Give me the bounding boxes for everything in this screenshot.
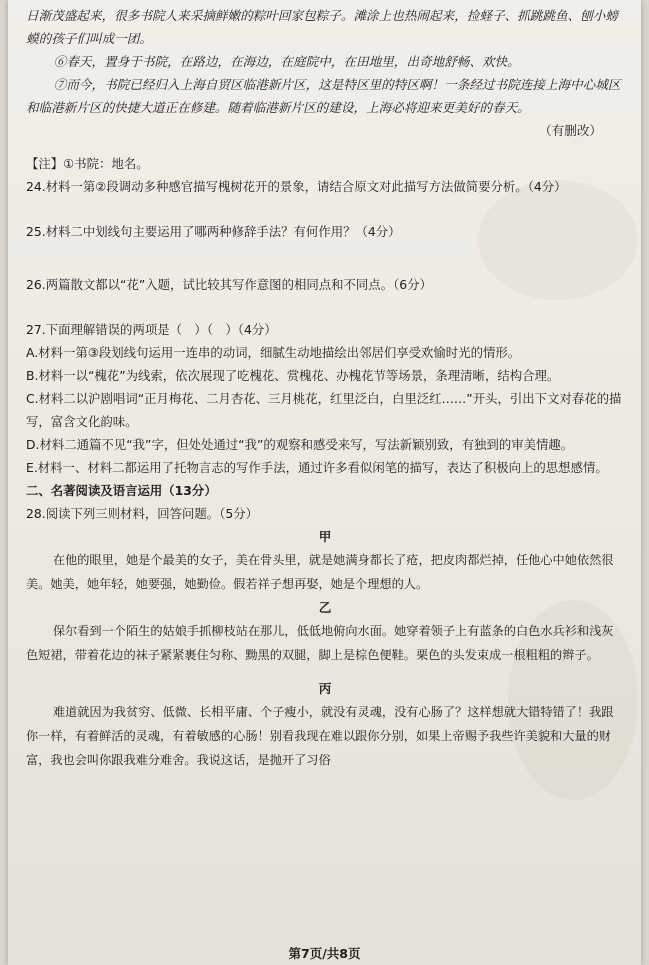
page-number: 第7页/共8页 [288,946,361,961]
passage-paragraph-6: ⑥春天，置身于书院，在路边，在海边，在庭院中，在田地里，出奇地舒畅、欢快。 [53,54,520,69]
option-d: D.材料二通篇不见“我”字，但处处通过“我”的观察和感受来写，写法新颖别致，有独到的审美情趣。 [26,437,574,452]
material-bing-text: 难道就因为我贫穷、低微、长相平庸、个子瘦小，就没有灵魂，没有心肠了？这样想就大错特错了！我跟你一样，有着鲜活的灵魂，有着敏感的心肠！别看我现在难以跟你分别，如果上帝赐予我些许美貌和大量的财富，我也会叫你跟我难分难舍。我说这话，是抛开了习俗 [26,705,614,767]
section-2-heading: 二、名著阅读及语言运用（13分） [26,483,217,498]
material-jia-text: 在他的眼里，她是个最美的女子，美在骨头里，就是她满身都长了疮，把皮肉都烂掉，任他心中她依然很美。她美，她年轻，她要强，她勤俭。假若祥子想再娶，她是个理想的人。 [26,553,614,591]
question-24: 24.材料一第②段调动多种感官描写槐树花开的景象，请结合原文对此描写方法做简要分析。（4分） [26,179,567,194]
material-jia-label: 甲 [318,529,332,544]
question-25: 25.材料二中划线句主要运用了哪两种修辞手法？有何作用？（4分） [26,224,401,239]
option-e: E.材料一、材料二都运用了托物言志的写作手法，通过许多看似闲笔的描写，表达了积极向上的思想感情。 [26,460,608,475]
material-yi-text: 保尔看到一个陌生的姑娘手抓柳枝站在那儿，低低地俯向水面。她穿着领子上有蓝条的白色水兵衫和浅灰色短裙，带着花边的袜子紧紧裹住匀称、黝黑的双腿，脚上是棕色便鞋。栗色的头发束成一根粗粗的辫子。 [26,624,614,662]
page-content [26,4,624,772]
footnote: 【注】①书院：地名。 [26,156,149,171]
option-c: C.材料二以沪剧唱词“正月梅花、二月杏花、三月桃花，红里泛白，白里泛红……”开头，引出下文对春花的描写，富含文化韵味。 [26,391,622,429]
option-b: B.材料一以“槐花”为线索，依次展现了吃槐花、赏槐花、办槐花节等场景，条理清晰，结构合理。 [26,368,560,383]
exam-page [8,0,641,965]
question-26: 26.两篇散文都以“花”入题，试比较其写作意图的相同点和不同点。（6分） [26,277,432,292]
material-bing-label: 丙 [318,681,332,696]
material-yi-label: 乙 [318,600,332,615]
question-27: 27.下面理解错误的两项是（ ）（ ）（4分） [26,322,277,337]
option-a: A.材料一第③段划线句运用一连串的动词，细腻生动地描绘出邻居们享受欢愉时光的情形。 [26,345,521,360]
question-28: 28.阅读下列三则材料，回答问题。（5分） [26,506,259,521]
passage-paragraph-7: ⑦而今，书院已经归入上海自贸区临港新片区，这是特区里的特区啊！一条经过书院连接上海中心城区和临港新片区的快捷大道正在修建。随着临港新片区的建设，上海必将迎来更美好的春天。 [26,77,621,115]
passage-continuation: 日渐茂盛起来，很多书院人来采摘鲜嫩的粽叶回家包粽子。滩涂上也热闹起来，捡蛏子、抓跳跳鱼、刨小螃蟆的孩子们叫成一团。 [26,8,618,46]
edited-note: （有删改） [539,123,602,138]
